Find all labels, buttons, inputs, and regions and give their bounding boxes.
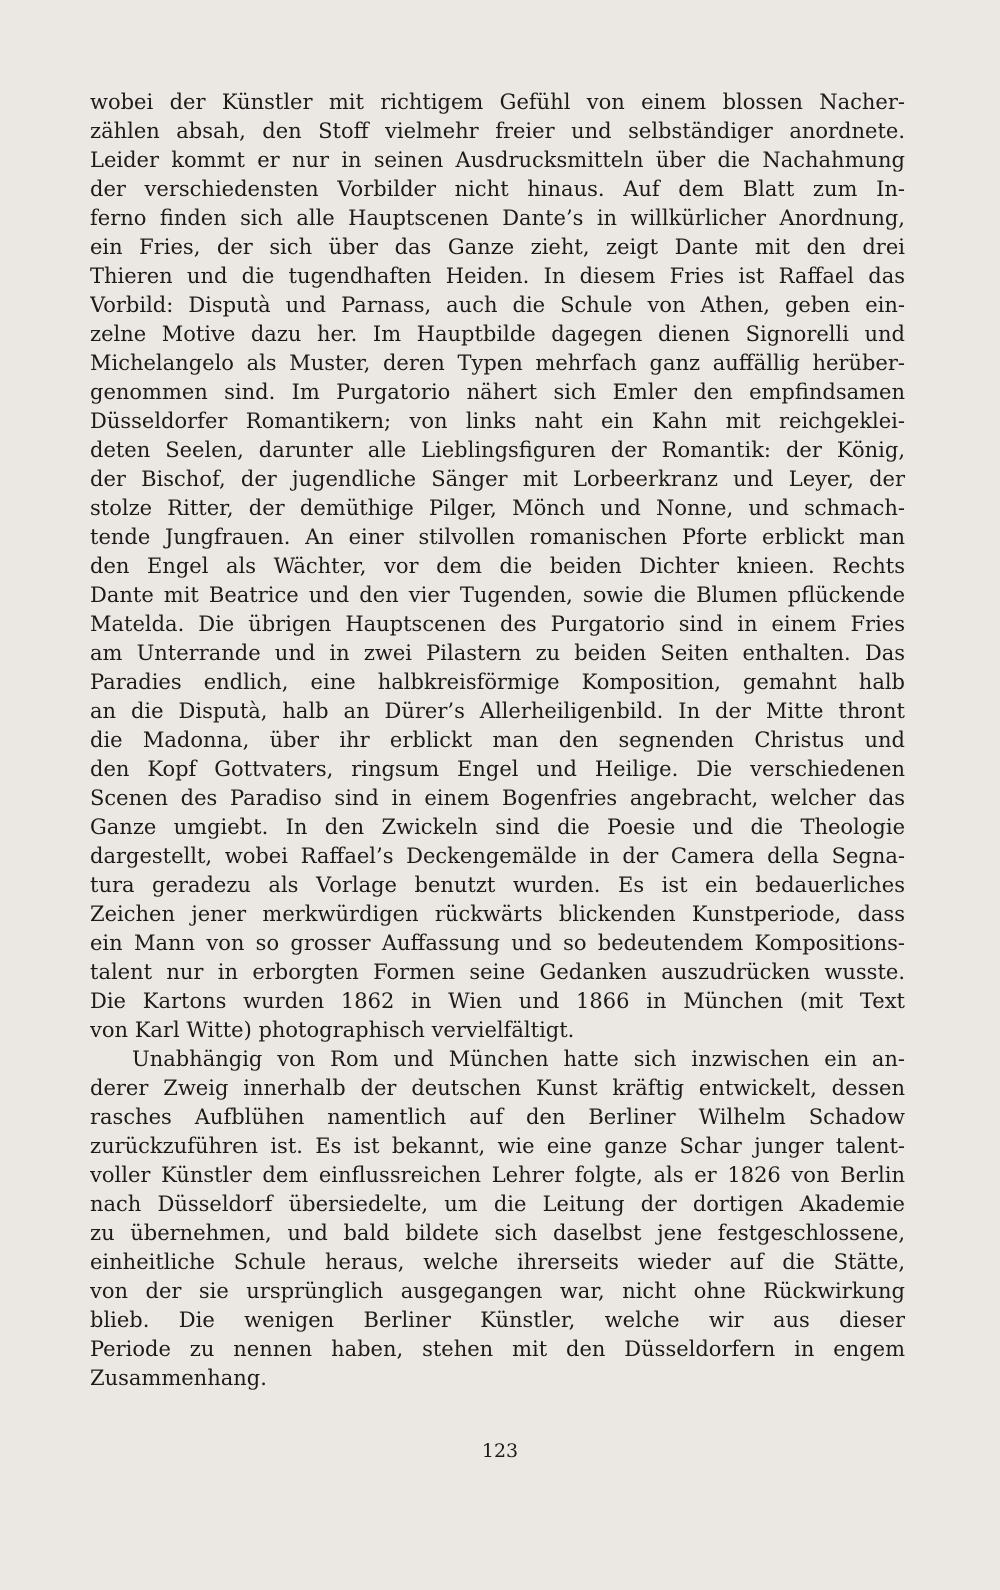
body-text [90, 88, 905, 1393]
text-line: Matelda. Die übrigen Hauptscenen des Purgatorio sind in einem Fries [90, 612, 905, 636]
text-line: Die Kartons wurden 1862 in Wien und 1866 in München (mit Text [90, 989, 905, 1013]
text-line: dargestellt, wobei Raffael’s Deckengemälde in der Camera della Segna- [90, 844, 905, 868]
text-line: Düsseldorfer Romantikern; von links naht ein Kahn mit reichgeklei- [90, 409, 905, 433]
text-line: Michelangelo als Muster, deren Typen mehrfach ganz auffällig herüber- [90, 351, 905, 375]
text-line: deten Seelen, darunter alle Lieblingsfiguren der Romantik: der König, [90, 438, 905, 462]
text-line: Unabhängig von Rom und München hatte sich inzwischen ein an- [132, 1047, 905, 1071]
text-line: Thieren und die tugendhaften Heiden. In diesem Fries ist Raffael das [90, 264, 905, 288]
text-line: zelne Motive dazu her. Im Hauptbilde dagegen dienen Signorelli und [90, 322, 905, 346]
text-line: ferno finden sich alle Hauptscenen Dante’s in willkürlicher Anordnung, [90, 206, 905, 230]
text-line: Periode zu nennen haben, stehen mit den Düsseldorfern in engem [90, 1337, 905, 1361]
text-line: tura geradezu als Vorlage benutzt wurden. Es ist ein bedauerliches [90, 873, 905, 897]
page-number: 123 [481, 1440, 519, 1462]
text-line: Zusammenhang. [90, 1366, 267, 1390]
text-line: Ganze umgiebt. In den Zwickeln sind die Poesie und die Theologie [90, 815, 905, 839]
text-line: ein Mann von so grosser Auffassung und so bedeutendem Kompositions- [90, 931, 905, 955]
text-line: nach Düsseldorf übersiedelte, um die Leitung der dortigen Akademie [90, 1192, 905, 1216]
text-line: talent nur in erborgten Formen seine Gedanken auszudrücken wusste. [90, 960, 905, 984]
text-line: der Bischof, der jugendliche Sänger mit Lorbeerkranz und Leyer, der [90, 467, 905, 491]
text-line: tende Jungfrauen. An einer stilvollen romanischen Pforte erblickt man [90, 525, 905, 549]
text-line: genommen sind. Im Purgatorio nähert sich Emler den empfindsamen [90, 380, 905, 404]
text-line: am Unterrande und in zwei Pilastern zu beiden Seiten enthalten. Das [90, 641, 905, 665]
text-line: den Kopf Gottvaters, ringsum Engel und Heilige. Die verschiedenen [90, 757, 905, 781]
text-line: rasches Aufblühen namentlich auf den Berliner Wilhelm Schadow [90, 1105, 905, 1129]
text-line: ein Fries, der sich über das Ganze zieht, zeigt Dante mit den drei [90, 235, 905, 259]
text-line: Vorbild: Disputà und Parnass, auch die Schule von Athen, geben ein- [90, 293, 905, 317]
text-line: blieb. Die wenigen Berliner Künstler, welche wir aus dieser [90, 1308, 905, 1332]
text-line: von Karl Witte) photographisch vervielfältigt. [90, 1018, 575, 1042]
text-line: einheitliche Schule heraus, welche ihrerseits wieder auf die Stätte, [90, 1250, 905, 1274]
text-line: von der sie ursprünglich ausgegangen war, nicht ohne Rückwirkung [90, 1279, 905, 1303]
text-line: die Madonna, über ihr erblickt man den segnenden Christus und [90, 728, 905, 752]
text-line: Leider kommt er nur in seinen Ausdrucksmitteln über die Nachahmung [90, 148, 905, 172]
text-line: zurückzuführen ist. Es ist bekannt, wie eine ganze Schar junger talent- [90, 1134, 905, 1158]
text-line: voller Künstler dem einflussreichen Lehrer folgte, als er 1826 von Berlin [90, 1163, 905, 1187]
text-line: an die Disputà, halb an Dürer’s Allerheiligenbild. In der Mitte thront [90, 699, 905, 723]
text-line: zählen absah, den Stoff vielmehr freier und selbständiger anordnete. [90, 119, 905, 143]
text-line: stolze Ritter, der demüthige Pilger, Mönch und Nonne, und schmach- [90, 496, 905, 520]
text-line: Dante mit Beatrice und den vier Tugenden, sowie die Blumen pflückende [90, 583, 905, 607]
text-line: derer Zweig innerhalb der deutschen Kunst kräftig entwickelt, dessen [90, 1076, 905, 1100]
text-line: den Engel als Wächter, vor dem die beiden Dichter knieen. Rechts [90, 554, 905, 578]
text-line: Paradies endlich, eine halbkreisförmige Komposition, gemahnt halb [90, 670, 905, 694]
text-line: Zeichen jener merkwürdigen rückwärts blickenden Kunstperiode, dass [90, 902, 905, 926]
text-line: zu übernehmen, und bald bildete sich daselbst jene festgeschlossene, [90, 1221, 905, 1245]
text-line: wobei der Künstler mit richtigem Gefühl von einem blossen Nacher- [90, 90, 905, 114]
text-line: der verschiedensten Vorbilder nicht hinaus. Auf dem Blatt zum In- [90, 177, 905, 201]
text-line: Scenen des Paradiso sind in einem Bogenfries angebracht, welcher das [90, 786, 905, 810]
